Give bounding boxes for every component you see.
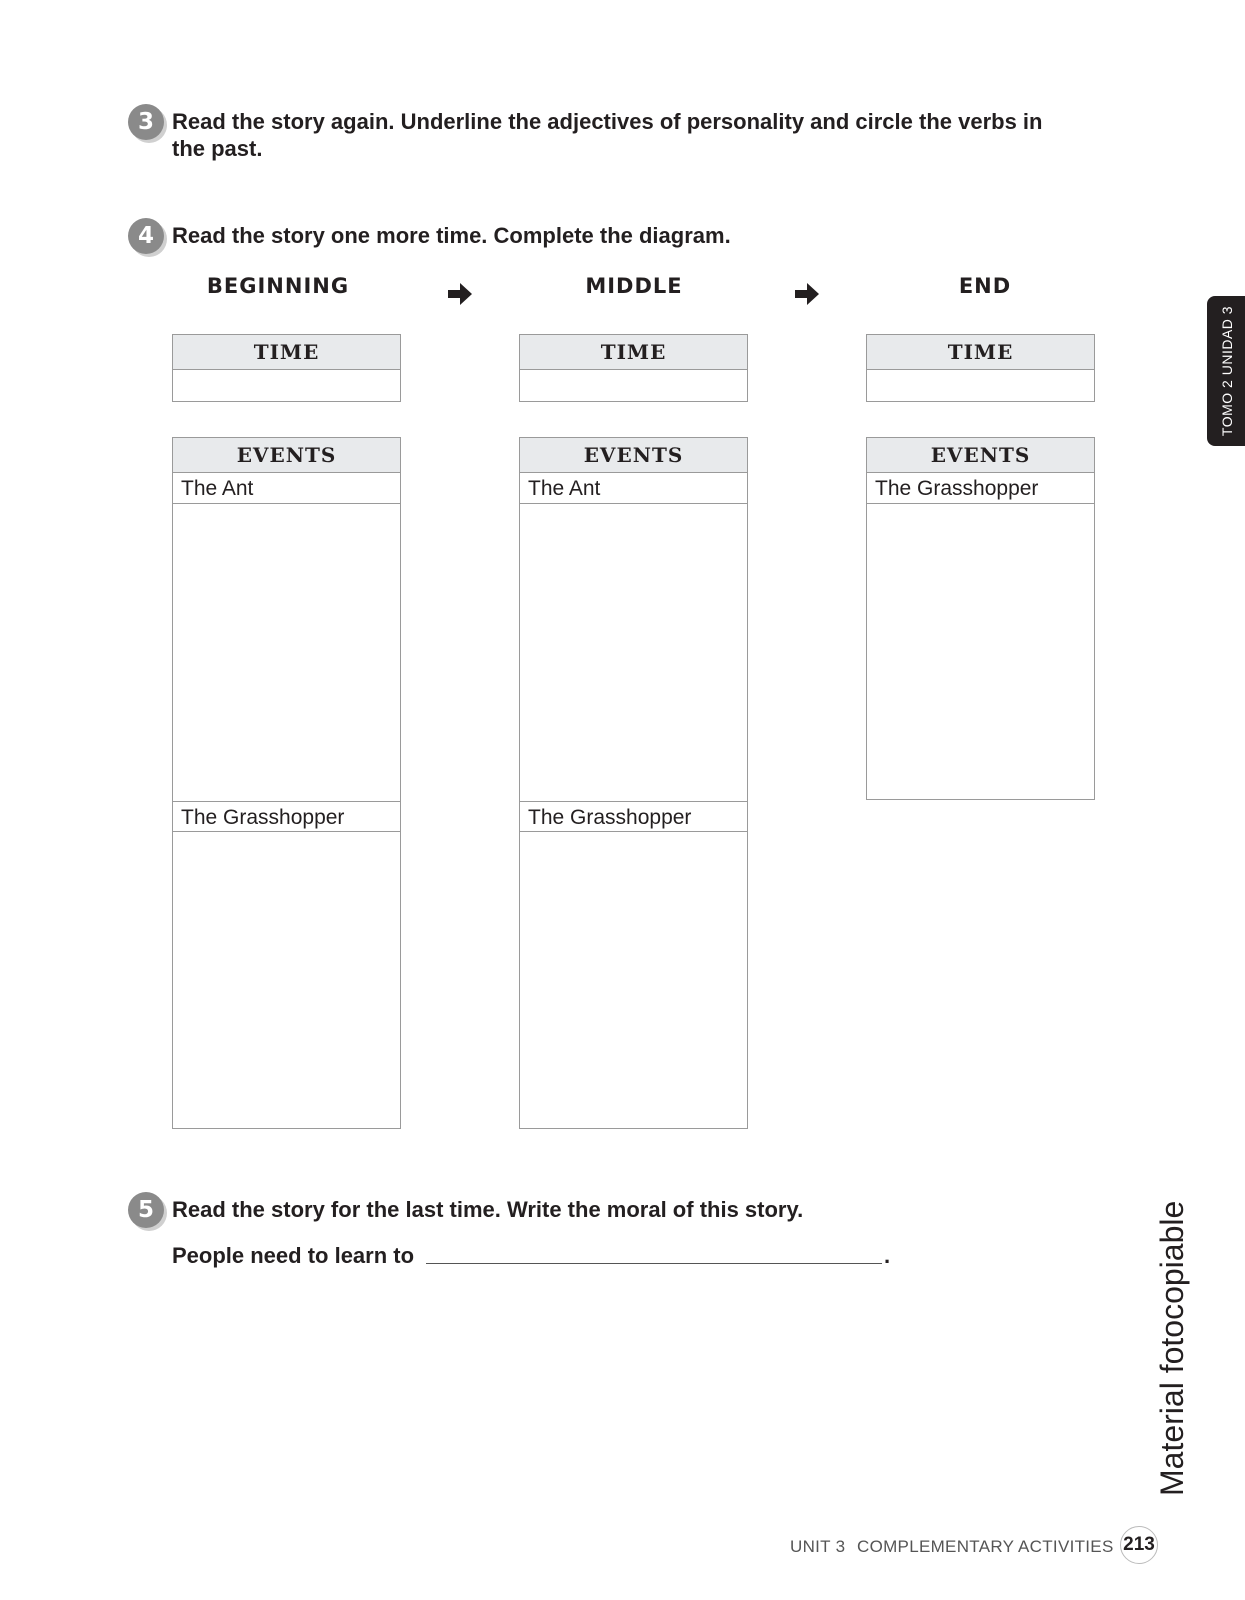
unit-side-tab (1207, 296, 1245, 446)
stage-beginning: BEGINNING (206, 274, 350, 298)
row-label-ant: The Ant (173, 473, 400, 504)
stage-middle: MIDDLE (585, 274, 683, 298)
events-answer-field-grasshopper[interactable] (520, 832, 747, 1128)
time-box-end (866, 334, 1095, 402)
photocopiable-label: Material fotocopiable (1154, 1200, 1190, 1496)
events-answer-field-ant[interactable] (173, 504, 400, 801)
events-answer-field-grasshopper[interactable] (867, 504, 1094, 798)
moral-prompt: People need to learn to (172, 1243, 415, 1268)
time-box-header: TIME (520, 335, 747, 370)
activity-3-instruction-line1: Read the story again. Underline the adjectives of personality and circle the verbs in (172, 109, 1043, 134)
events-box-end (866, 437, 1095, 800)
events-box-header: EVENTS (520, 438, 747, 473)
activity-5-instruction: Read the story for the last time. Write the moral of this story. (172, 1197, 804, 1222)
footer-unit: UNIT 3 (790, 1537, 846, 1556)
row-label-grasshopper: The Grasshopper (867, 473, 1094, 504)
arrow-right-icon (793, 280, 821, 308)
row-label-grasshopper: The Grasshopper (520, 801, 747, 832)
activity-3-instruction (172, 108, 1072, 162)
activity-4-instruction: Read the story one more time. Complete the diagram. (172, 223, 731, 248)
events-box-middle (519, 437, 748, 1129)
row-label-ant: The Ant (520, 473, 747, 504)
time-box-middle (519, 334, 748, 402)
moral-period: . (884, 1243, 891, 1268)
time-box-beginning (172, 334, 401, 402)
events-box-header: EVENTS (867, 438, 1094, 473)
events-box-header: EVENTS (173, 438, 400, 473)
time-box-header: TIME (867, 335, 1094, 370)
row-label-grasshopper: The Grasshopper (173, 801, 400, 832)
side-tab-label: TOMO 2 UNIDAD 3 (1219, 305, 1235, 437)
activity-3-instruction-line2: the past. (172, 136, 263, 161)
stage-end: END (958, 274, 1012, 298)
activity-3-number: 3 (128, 104, 164, 140)
time-answer-field[interactable] (173, 370, 400, 402)
events-box-beginning (172, 437, 401, 1129)
activity-5-number: 5 (128, 1192, 164, 1228)
page-number: 213 (1120, 1526, 1158, 1564)
arrow-right-icon (446, 280, 474, 308)
footer-section: COMPLEMENTARY ACTIVITIES (857, 1537, 1114, 1556)
time-box-header: TIME (173, 335, 400, 370)
activity-4-number: 4 (128, 218, 164, 254)
events-answer-field-grasshopper[interactable] (173, 832, 400, 1128)
events-answer-field-ant[interactable] (520, 504, 747, 801)
time-answer-field[interactable] (867, 370, 1094, 402)
moral-answer-line[interactable] (426, 1263, 882, 1264)
time-answer-field[interactable] (520, 370, 747, 402)
